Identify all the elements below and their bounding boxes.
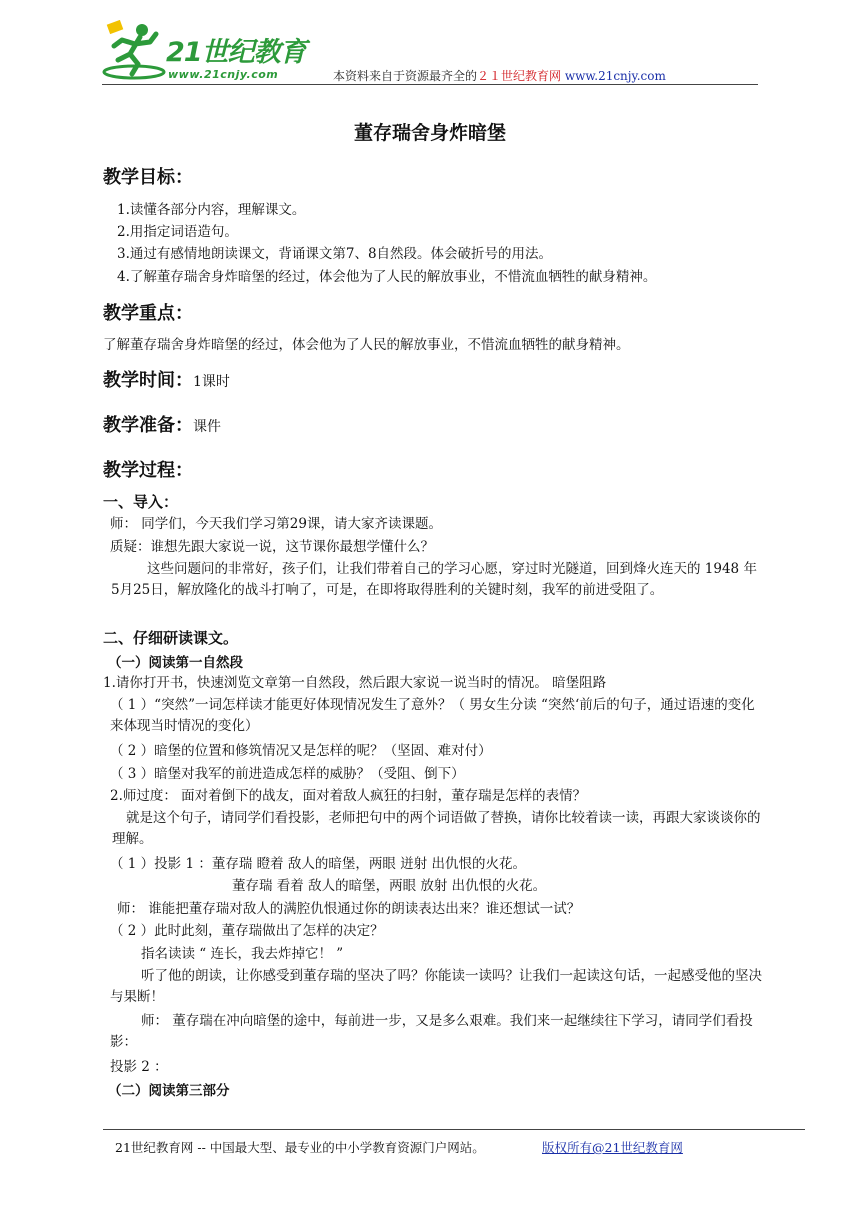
study-line: 1.请你打开书，快速浏览文章第一自然段，然后跟大家说一说当时的情况。 暗堡阻路 <box>103 675 607 691</box>
logo-url: www.21cnjy.com <box>168 68 279 81</box>
study-line: （ 3 ）暗堡对我军的前进造成怎样的威胁？（受阻、倒下） <box>110 766 465 782</box>
site-logo[interactable] <box>102 20 312 86</box>
document-title: 董存瑞舍身炸暗堡 <box>353 122 506 144</box>
intro-line: 师： 同学们，今天我们学习第29课，请大家齐读课题。 <box>110 516 442 532</box>
prep-value: 课件 <box>193 419 221 435</box>
goal-item: 2.用指定词语造句。 <box>117 224 238 240</box>
header-url-link[interactable]: www.21cnjy.com <box>564 69 666 83</box>
footer-text: 21世纪教育网 -- 中国最大型、最专业的中小学教育资源门户网站。 <box>115 1140 485 1155</box>
time-value: 1课时 <box>193 374 230 390</box>
goal-item: 4.了解董存瑞舍身炸暗堡的经过，体会他为了人民的解放事业，不惜流血牺牲的献身精神。 <box>117 269 657 285</box>
study-paragraph: 师： 董存瑞在冲向暗堡的途中，每前进一步，又是多么艰难。我们来一起继续往下学习，请同学们看投影： <box>110 1013 753 1050</box>
header-note <box>333 67 666 84</box>
header-note-prefix: 本资料来自于资源最齐全的 <box>333 69 478 83</box>
section-study-heading: 二、仔细研读课文。 <box>103 629 239 647</box>
page-header <box>102 18 758 88</box>
projection-1-line-a: （ 1 ）投影 1 ：董存瑞 瞪着 敌人的暗堡，两眼 迸射 出仇恨的火花。 <box>110 856 527 872</box>
process-heading: 教学过程： <box>103 460 193 481</box>
study-line: 师： 谁能把董存瑞对敌人的满腔仇恨通过你的朗读表达出来？谁还想试一试？ <box>117 901 581 917</box>
goals-heading: 教学目标： <box>103 167 193 188</box>
section-intro-heading: 一、导入： <box>103 493 179 511</box>
logo-text: 21世纪教育 <box>166 37 306 68</box>
time-heading: 教学时间： <box>103 370 193 391</box>
study-line: （ 2 ）暗堡的位置和修筑情况又是怎样的呢？（坚固、难对付） <box>110 743 492 759</box>
header-divider <box>102 84 758 85</box>
study-line: 2.师过度： 面对着倒下的战友，面对着敌人疯狂的扫射，董存瑞是怎样的表情？ <box>110 788 587 804</box>
time-row <box>103 366 230 392</box>
study-line: （ 2 ）此时此刻，董存瑞做出了怎样的决定？ <box>110 923 384 939</box>
study-paragraph: 听了他的朗读，让你感受到董存瑞的坚决了吗？你能读一读吗？让我们一起读这句话，一起感受他的坚决与果断！ <box>110 968 762 1005</box>
intro-line: 质疑：谁想先跟大家说一说，这节课你最想学懂什么？ <box>110 539 434 555</box>
focus-text: 了解董存瑞舍身炸暗堡的经过，体会他为了人民的解放事业，不惜流血牺牲的献身精神。 <box>103 337 630 353</box>
study-line: 指名读读 “ 连长，我去炸掉它！ ” <box>141 946 344 962</box>
subsection-heading: （一）阅读第一自然段 <box>108 655 243 671</box>
projection-2-line: 投影 2 ： <box>110 1059 168 1075</box>
footer-divider <box>103 1129 805 1130</box>
intro-paragraph: 这些问题问的非常好，孩子们，让我们带着自己的学习心愿，穿过时光隧道，回到烽火连天的 1948 年5月25日，解放隆化的战斗打响了，可是，在即将取得胜利的关键时刻，我军的前进受阻了。 <box>111 561 757 598</box>
prep-heading: 教学准备： <box>103 415 193 436</box>
subsection-heading: （二）阅读第三部分 <box>108 1083 230 1099</box>
projection-1-line-b: 董存瑞 看着 敌人的暗堡，两眼 放射 出仇恨的火花。 <box>232 878 547 894</box>
study-paragraph: （ 1 ）“突然”一词怎样读才能更好体现情况发生了意外？（ 男女生分读 “突然‘前后的句子，通过语速的变化来体现当时情况的变化） <box>110 697 755 734</box>
goal-item: 1.读懂各部分内容，理解课文。 <box>117 202 306 218</box>
prep-row <box>103 411 221 437</box>
study-paragraph: 就是这个句子，请同学们看投影，老师把句中的两个词语做了替换，请你比较着读一读，再跟大家谈谈你的理解。 <box>112 810 761 847</box>
footer-copyright-link[interactable]: 版权所有@21世纪教育网 <box>542 1140 683 1155</box>
runner-logo-icon <box>102 20 172 86</box>
goal-item: 3.通过有感情地朗读课文，背诵课文第7、8自然段。体会破折号的用法。 <box>117 246 553 262</box>
focus-heading: 教学重点： <box>103 303 193 324</box>
header-site-link[interactable]: ２１世纪教育网 <box>477 69 562 83</box>
